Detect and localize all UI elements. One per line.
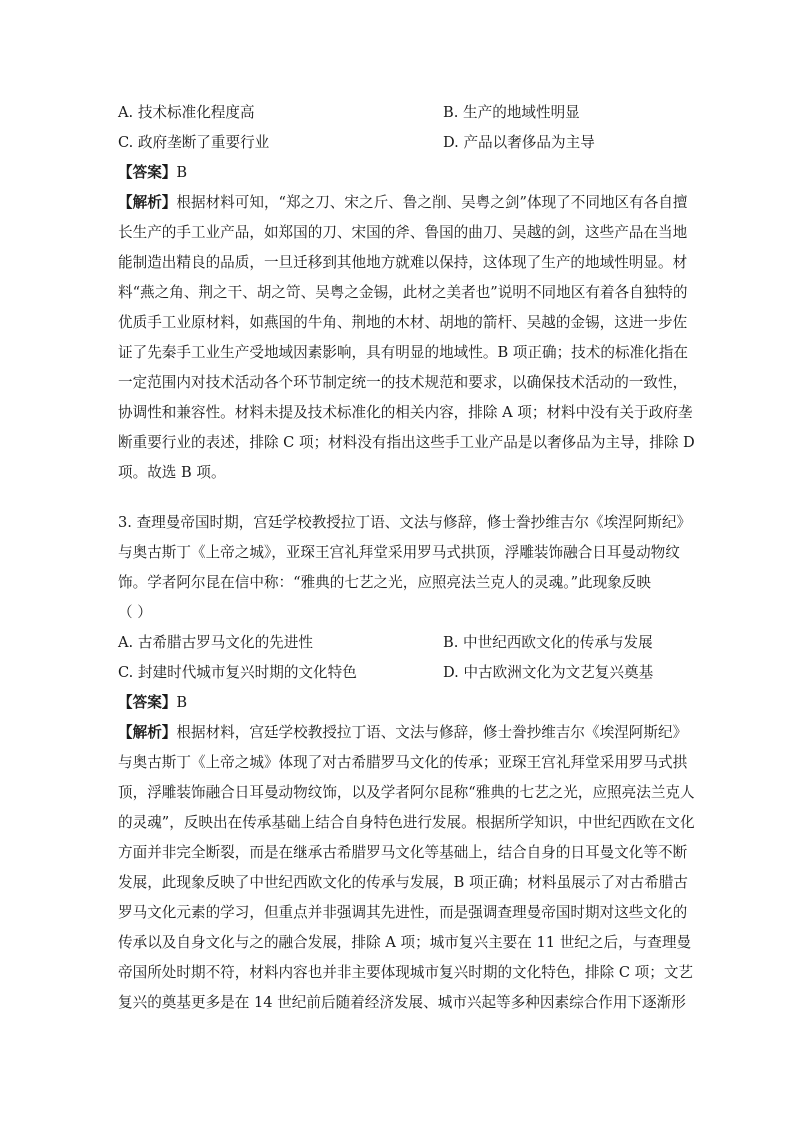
q2-analysis-line: 优质手工业原材料，如燕国的牛角、荆地的木材、胡地的箭杆、吴越的金锡，这进一步佐 [118, 314, 688, 331]
answer-label: 【答案】 [118, 694, 177, 711]
q3-analysis-line: 罗马文化元素的学习，但重点并非强调其先进性，而是强调查理曼帝国时期对这些文化的 [118, 904, 688, 921]
q3-option-c[interactable]: C. 封建时代城市复兴时期的文化特色 [118, 664, 357, 681]
q3-analysis-line: 方面并非完全断裂，而是在继承古希腊罗马文化等基础上，结合自身的日耳曼文化等不断 [118, 844, 688, 861]
q2-option-c[interactable]: C. 政府垄断了重要行业 [118, 134, 270, 151]
answer-value: B [176, 694, 188, 711]
q3-stem-line: 与奥古斯丁《上帝之城》，亚琛王宫礼拜堂采用罗马式拱顶，浮雕装饰融合日耳曼动物纹 [118, 544, 680, 561]
q3-answer-blank: （ ） [118, 604, 152, 621]
q3-analysis-line: 的灵魂”，反映出在传承基础上结合自身特色进行发展。根据所学知识，中世纪西欧在文化 [118, 814, 695, 831]
q3-analysis-line: 顶，浮雕装饰融合日耳曼动物纹饰，以及学者阿尔昆称“雅典的七艺之光，应照亮法兰克人 [118, 784, 695, 801]
q3-answer [118, 693, 678, 713]
analysis-label: 【解析】 [118, 194, 177, 211]
q3-option-b[interactable]: B. 中世纪西欧文化的传承与发展 [443, 634, 653, 651]
q3-stem-line: 饰。学者阿尔昆在信中称：“雅典的七艺之光，应照亮法兰克人的灵魂。”此现象反映 [118, 574, 651, 591]
q2-analysis-line: 断重要行业的表述，排除 C 项；材料没有指出这些手工业产品是以奢侈品为主导，排除 D [118, 434, 695, 451]
q2-analysis-line: 长生产的手工业产品，如郑国的刀、宋国的斧、鲁国的曲刀、吴越的剑，这些产品在当地 [118, 224, 688, 241]
q2-analysis-line [118, 193, 688, 213]
q3-analysis-line: 帝国所处时期不符，材料内容也并非主要体现城市复兴时期的文化特色，排除 C 项；文艺 [118, 964, 694, 981]
q2-answer [118, 163, 678, 183]
q3-analysis-line: 与奥古斯丁《上帝之城》体现了对古希腊罗马文化的传承；亚琛王宫礼拜堂采用罗马式拱 [118, 754, 688, 771]
q2-option-b[interactable]: B. 生产的地域性明显 [443, 104, 580, 121]
q2-analysis-line: 项。故选 B 项。 [118, 464, 226, 481]
answer-value: B [176, 164, 188, 181]
q3-option-d[interactable]: D. 中古欧洲文化为文艺复兴奠基 [443, 664, 654, 681]
q2-analysis-line: 证了先秦手工业生产受地域因素影响，具有明显的地域性。B 项正确；技术的标准化指在 [118, 344, 688, 361]
q3-analysis-line: 传承以及自身文化与之的融合发展，排除 A 项；城市复兴主要在 11 世纪之后，与查理曼 [118, 934, 692, 951]
q2-analysis-line: 能制造出精良的品质，一旦迁移到其他地方就难以保持，这体现了生产的地域性明显。材 [118, 254, 688, 271]
q3-option-a[interactable]: A. 古希腊古罗马文化的先进性 [118, 634, 313, 651]
q3-analysis-line [118, 723, 688, 743]
analysis-text: 根据材料可知，“郑之刀、宋之斤、鲁之削、吴粤之剑”体现了不同地区有各自擅 [176, 194, 688, 211]
q2-analysis-line: 协调性和兼容性。材料未提及技术标准化的相关内容，排除 A 项；材料中没有关于政府垄 [118, 404, 693, 421]
q3-stem-line: 3. 查理曼帝国时期，宫廷学校教授拉丁语、文法与修辞，修士誊抄维吉尔《埃涅阿斯纪》 [118, 514, 692, 531]
q2-analysis-line: 料“燕之角、荆之干、胡之笴、吴粤之金锡，此材之美者也”说明不同地区有着各自独特的 [118, 284, 688, 301]
q3-analysis-line: 发展，此现象反映了中世纪西欧文化的传承与发展，B 项正确；材料虽展示了对古希腊古 [118, 874, 688, 891]
q2-option-a[interactable]: A. 技术标准化程度高 [118, 104, 255, 121]
analysis-label: 【解析】 [118, 724, 177, 741]
answer-label: 【答案】 [118, 164, 177, 181]
q2-analysis-line: 一定范围内对技术活动各个环节制定统一的技术规范和要求，以确保技术活动的一致性， [118, 374, 688, 391]
q3-analysis-line: 复兴的奠基更多是在 14 世纪前后随着经济发展、城市兴起等多种因素综合作用下逐渐形 [118, 994, 686, 1011]
q2-option-d[interactable]: D. 产品以奢侈品为主导 [443, 134, 595, 151]
analysis-text: 根据材料，宫廷学校教授拉丁语、文法与修辞，修士誊抄维吉尔《埃涅阿斯纪》 [176, 724, 688, 741]
